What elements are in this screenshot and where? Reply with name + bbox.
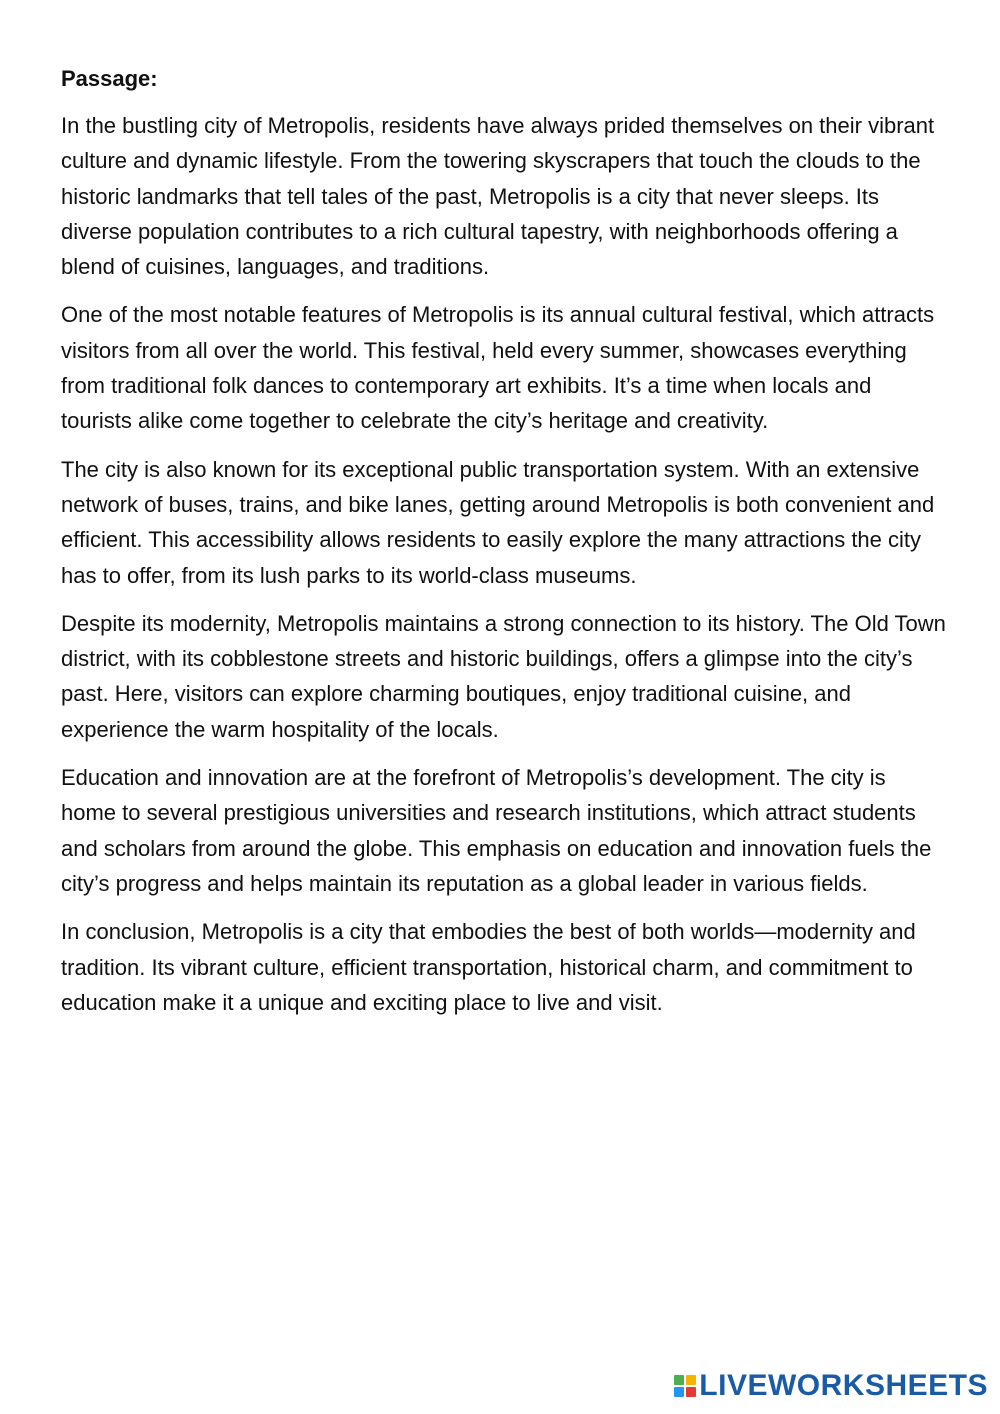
logo-text: LIVEWORKSHEETS <box>699 1369 988 1402</box>
liveworksheets-logo <box>674 1368 988 1404</box>
mark-square-green <box>674 1375 684 1385</box>
paragraph-3: The city is also known for its exceptional public transportation system. With an extensive network of buses, trains, and bike lanes, getting around Metropolis is both convenient and efficient. This accessibility allows residents to easily explore the many attractions the city has to offer, from its lush parks to its world-class museums. <box>61 456 935 588</box>
paragraph-2: One of the most notable features of Metropolis is its annual cultural festival, which attracts visitors from all over the world. This festival, held every summer, showcases everything from traditional folk dances to contemporary art exhibits. It’s a time when locals and tourists alike come together to celebrate the city’s heritage and creativity. <box>61 302 935 434</box>
mark-square-red <box>686 1387 696 1397</box>
paragraph-1: In the bustling city of Metropolis, residents have always prided themselves on their vibrant culture and dynamic lifestyle. From the towering skyscrapers that touch the clouds to the historic landmarks that tell tales of the past, Metropolis is a city that never sleeps. Its diverse population contributes to a rich cultural tapestry, with neighborhoods offering a blend of cuisines, languages, and traditions. <box>61 113 935 280</box>
liveworksheets-mark-icon <box>674 1375 696 1397</box>
paragraph-4: Despite its modernity, Metropolis maintains a strong connection to its history. The Old Town district, with its cobblestone streets and historic buildings, offers a glimpse into the city’s past. Here, visitors can explore charming boutiques, enjoy traditional cuisine, and experience the warm hospitality of the locals. <box>61 610 946 742</box>
mark-square-yellow <box>686 1375 696 1385</box>
paragraph-6: In conclusion, Metropolis is a city that embodies the best of both worlds—modernity and tradition. Its vibrant culture, efficient transportation, historical charm, and commitment to education make it a unique and exciting place to live and visit. <box>61 919 916 1015</box>
passage-heading: Passage: <box>61 66 158 91</box>
mark-square-blue <box>674 1387 684 1397</box>
document-page <box>61 62 946 1033</box>
paragraph-5: Education and innovation are at the forefront of Metropolis’s development. The city is home to several prestigious universities and research institutions, which attract students and scholars from around the globe. This emphasis on education and innovation fuels the city’s progress and helps maintain its reputation as a global leader in various fields. <box>61 765 932 896</box>
